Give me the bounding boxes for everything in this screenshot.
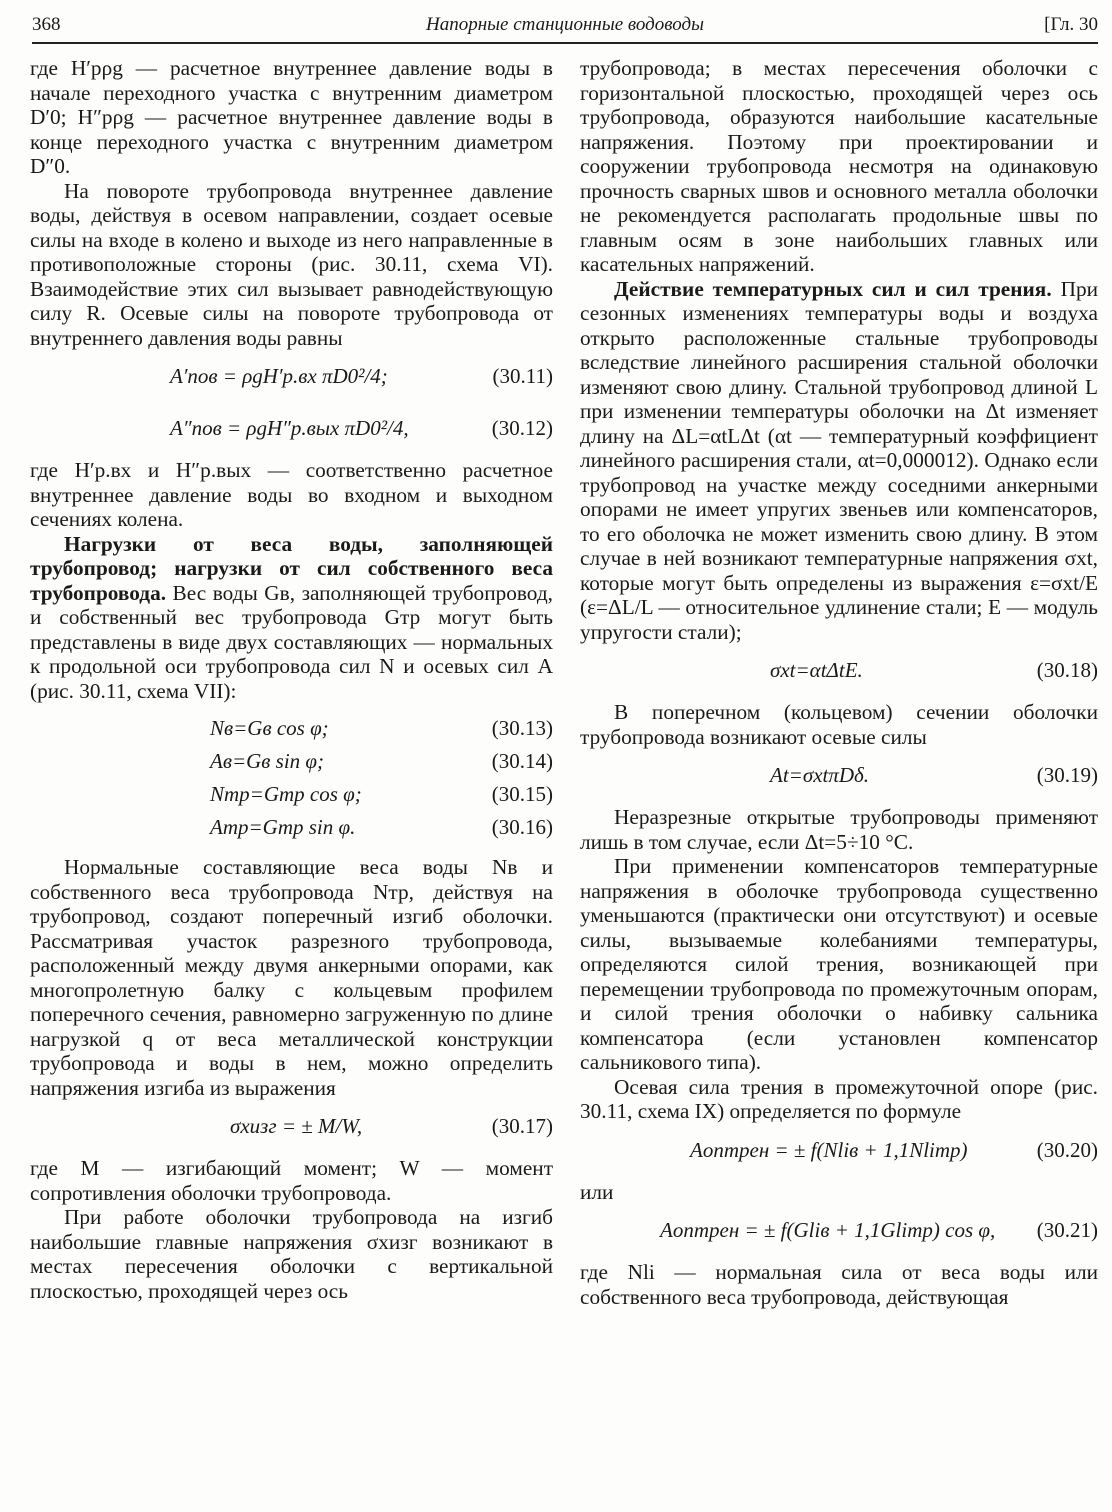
paragraph: Нормальные составляющие веса воды Nв и собственного веса трубопровода Nтр, действуя на трубопровод, создают поперечный изгиб оболочки. Рассматривая участок разрезного трубопровода, расположенный между двумя анкерными опорами, как многопролетную балку с кольцевым профилем поперечного сечения, равномерно загруженную по длине нагрузкой q от веса металлической конструкции трубопровода и воды в нем, можно определить напряжения изгиба из выражения xyxy=(30,855,553,1100)
formula-30-20 xyxy=(580,1130,1098,1176)
formula-30-21 xyxy=(580,1210,1098,1256)
paragraph: При применении компенсаторов температурные напряжения в оболочке трубопровода существенно уменьшаются (практически они отсутствуют) и осевые силы, вызываемые колебаниями температуры, определяются силой трения, возникающей при перемещении трубопровода по промежуточным опорам, и силой трения оболочки о набивку сальника компенсатора (если установлен компенсатор сальникового типа). xyxy=(580,854,1098,1074)
paragraph: где H′р.вх и H″р.вых — соответственно расчетное внутреннее давление воды во входном и выходном сечениях колена. xyxy=(30,458,553,531)
paragraph: трубопровода; в местах пересечения оболочки с горизонтальной плоскостью, проходящей через ось трубопровода, образуются наибольшие касательные напряжения. Поэтому при проектировании и сооружении трубопровода несмотря на одинаковую прочность сварных швов и основного металла оболочки не рекомендуется располагать продольные швы по главным осям в зоне наибольших главных или касательных напряжений. xyxy=(580,56,1098,276)
paragraph xyxy=(580,277,1098,645)
formula-30-11 xyxy=(30,356,553,402)
paragraph: где M — изгибающий момент; W — момент сопротивления оболочки трубопровода. xyxy=(30,1156,553,1205)
formula-expression: Aоптрен = ± f(Nliв + 1,1Nliтр) xyxy=(690,1137,968,1162)
running-title: Напорные станционные водоводы xyxy=(426,14,704,35)
formula-expression: σxt=αtΔtE. xyxy=(770,658,863,682)
formula-expression: Nв=Gв cos φ; xyxy=(210,716,329,740)
formula-number: (30.21) xyxy=(1036,1218,1098,1242)
formula-30-15 xyxy=(30,779,553,812)
formula-30-14 xyxy=(30,746,553,779)
formula-30-18 xyxy=(580,650,1098,696)
formula-number: (30.11) xyxy=(492,364,553,388)
formula-number: (30.19) xyxy=(1036,763,1098,787)
formula-expression: A″пов = ρgH″р.вых πD0²/4, xyxy=(170,416,409,440)
formula-number: (30.17) xyxy=(491,1114,553,1138)
paragraph: где H′рρg — расчетное внутреннее давление воды в начале переходного участка с внутренним диаметром D′0; H″рρg — расчетное внутреннее давление воды в конце переходного участка с внутренним диаметром D″0. xyxy=(30,56,553,178)
formula-number: (30.14) xyxy=(491,749,553,773)
formula-expression: A′пов = ρgH′р.вх πD0²/4; xyxy=(170,364,388,388)
right-column xyxy=(580,56,1098,1309)
paragraph: На повороте трубопровода внутреннее давление воды, действуя в осевом направлении, создает осевые силы на входе в колено и выходе из него направленные в противоположные стороны (рис. 30.11, схема VI). Взаимодействие этих сил вызывает равнодействующую силу R. Осевые силы на повороте трубопровода от внутреннего давления воды равны xyxy=(30,178,553,350)
formula-30-13 xyxy=(30,713,553,746)
paragraph-text: Вес воды Gв, заполняющей трубопровод, и собственный вес трубопровода Gтр могут быть представлены в виде двух составляющих — нормальных к продольной оси трубопровода сил N и осевых сил A (рис. 30.11, схема VII): xyxy=(30,580,553,703)
paragraph: Неразрезные открытые трубопроводы применяют лишь в том случае, если Δt=5÷10 °C. xyxy=(580,805,1098,854)
formula-number: (30.16) xyxy=(491,815,553,839)
formula-30-16 xyxy=(30,812,553,845)
paragraph: В поперечном (кольцевом) сечении оболочки трубопровода возникают осевые силы xyxy=(580,700,1098,749)
paragraph-text: При сезонных изменениях температуры воды и воздуха открыто расположенные стальные трубопроводы вследствие линейного расширения стальной оболочки изменяют свою длину. Стальной трубопровод длиной L при изменении температуры оболочки на Δt изменяет длину на ΔL=αtLΔt (αt — температурный коэффициент линейного расширения стали, αt=0,000012). Однако если трубопровод на участке между соседними анкерными опорами не имеет упругих звеньев или компенсаторов, то его оболочка не может изменить свою длину. В этом случае в ней возникают температурные напряжения σxt, которые могут быть определены из выражения ε=σxt/E (ε=ΔL/L — относительное удлинение стали; E — модуль упругости стали); xyxy=(580,276,1098,644)
formula-expression: At=σxtπDδ. xyxy=(770,763,870,787)
formula-30-17 xyxy=(30,1106,553,1152)
formula-number: (30.12) xyxy=(491,416,553,440)
formula-30-12 xyxy=(30,408,553,454)
formula-expression: Aоптрен = ± f(Gliв + 1,1Gliтр) cos φ, xyxy=(660,1218,996,1242)
section-heading: Нагрузки от веса воды, заполняющей трубопровод; нагрузки от сил собственного веса трубопровода. xyxy=(30,531,553,605)
formula-30-19 xyxy=(580,755,1098,801)
formula-number: (30.13) xyxy=(491,716,553,740)
chapter-label: [Гл. 30 xyxy=(1044,14,1098,35)
formula-expression: Aтр=Gтр sin φ. xyxy=(210,815,356,839)
formula-expression: σxизг = ± M/W, xyxy=(230,1114,363,1138)
page-header xyxy=(32,12,1098,44)
paragraph: При работе оболочки трубопровода на изгиб наибольшие главные напряжения σxизг возникают в местах пересечения оболочки с вертикальной плоскостью, проходящей через ось xyxy=(30,1205,553,1303)
left-column xyxy=(30,56,553,1303)
formula-number: (30.18) xyxy=(1036,658,1098,682)
formula-expression: Aв=Gв sin φ; xyxy=(210,749,325,773)
formula-expression: Nтр=Gтр cos φ; xyxy=(210,782,362,806)
paragraph: где Nli — нормальная сила от веса воды или собственного веса трубопровода, действующая xyxy=(580,1260,1098,1309)
formula-number: (30.20) xyxy=(1036,1137,1098,1162)
formula-number: (30.15) xyxy=(491,782,553,806)
paragraph: Осевая сила трения в промежуточной опоре (рис. 30.11, схема IX) определяется по формуле xyxy=(580,1074,1098,1123)
paragraph: или xyxy=(580,1179,614,1204)
paragraph xyxy=(30,532,553,704)
page-number: 368 xyxy=(32,14,61,35)
section-heading: Действие температурных сил и сил трения. xyxy=(614,276,1052,301)
